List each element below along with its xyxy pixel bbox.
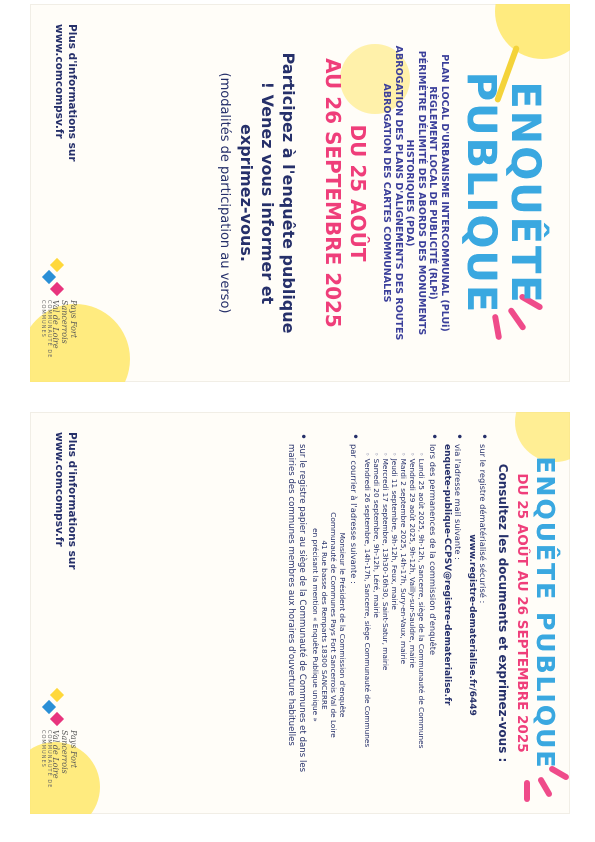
title: ENQUÊTE PUBLIQUE [531,456,560,770]
list-item-registre-papier [286,444,307,806]
more-info-url[interactable]: www.comcompsv.fr [53,432,65,547]
yellow-square-logo-mark [50,688,64,702]
yellow-square-logo-mark [50,258,64,272]
date-line1: DU 25 AOÛT [346,124,370,262]
permanence-item: ◦ Vendredi 29 août 2025, 9h-12h, Vailly-sur-Sauldre, mairie [409,452,418,806]
call-to-action-line2: ! Venez vous informer et [258,81,277,305]
permanence-item: ◦ Lundi 25 août 2025, 9h-12h, Sancerre, siège de la Communauté de Communes [418,452,427,806]
more-info-url[interactable]: www.comcompsv.fr [53,24,65,139]
postal-address [311,444,347,806]
list-item-registre [467,444,488,806]
logo-caption: COMMUNAUTÉ DE COMMUNES [40,300,52,359]
subject-cartes: ABROGATION DES CARTES COMMUNALES [381,83,393,303]
date-range: DU 25 AOÛT AU 26 SEPTEMBRE 2025 [514,473,530,753]
comcom-logo [40,254,100,364]
registre-papier-text: • sur le registre papier au siège de la Communauté de Communes et dans les mairies des communes membres aux horaires d'ouverture habituelles [286,444,307,773]
modalites-note: (modalités de participation au verso) [217,72,232,314]
list-item-permanences [364,444,439,806]
consult-heading: Consultez les documents et exprimez-vous : [496,463,510,763]
permanence-item: ◦ Jeudi 11 septembre, 9h-12h, Feux, mairie [391,452,400,806]
list-item-courrier [311,444,360,806]
subject-rlpi: RÈGLEMENT LOCAL DE PUBLICITÉ (RLPi) [427,86,439,300]
more-info-block [52,24,78,162]
title-line1: ENQUÊTE [502,81,548,305]
date-line2: AU 26 SEPTEMBRE 2025 [321,58,345,328]
address-line: en précisant la mention « Enquête Publique unique » [311,528,320,722]
courrier-text: • par courrier à l'adresse suivante : [349,444,360,584]
permanence-item: ◦ Mercredi 17 septembre, 13h30-16h30, Saint-Satur, mairie [382,452,391,806]
subject-alignements: ABROGATION DES PLANS D'ALIGNEMENTS DES ROUTES [393,45,404,341]
subject-plui: PLAN LOCAL D'URBANISME INTERCOMMUNAL (PLUi) [439,54,450,332]
subject-pda-line1: PÉRIMÈTRE DÉLIMITÉ DES ABORDS DES MONUMENTS [416,50,427,336]
blue-square-logo-mark [42,270,56,284]
permanence-item: ◦ Mardi 2 septembre 2025, 14h-17h, Sury-en-Vaux, mairie [400,452,409,806]
permanence-item: ◦ Vendredi 26 septembre, 14h-17h, Sancerre, siège Communauté de Communes [364,452,373,806]
flyer-back [30,412,570,814]
logo-caption: COMMUNAUTÉ DE COMMUNES [40,730,52,789]
more-info-block [52,432,78,570]
registre-link[interactable]: www.registre-dematerialise.fr/6449 [467,534,478,716]
flyer-back-canvas [30,412,570,814]
blue-square-logo-mark [42,700,56,714]
list-item-mail [442,444,463,806]
address-line: Communauté de Communes Pays Fort Sancerrois Val de Loire [329,512,338,738]
pink-square-logo-mark [50,282,64,296]
flyer-front [30,4,570,382]
subjects-block [381,4,450,382]
more-info-label: Plus d'informations sur [66,24,78,162]
address-line: Monsieur le Président de la Commission d'enquête [338,532,347,718]
logo-signature: Pays Fort Sancerrois Val de Loire [51,300,78,349]
permanence-item: ◦ Samedi 20 septembre, 9h-12h, Léré, mairie [373,452,382,806]
title-line2: PUBLIQUE [458,71,504,315]
permanences-text: • lors des permanences de la commission d'enquête [428,444,438,656]
more-info-label: Plus d'informations sur [66,432,78,570]
call-to-action-line1: Participez à l'enquête publique [279,52,298,334]
mail-text: • via l'adresse mail suivante : [453,444,463,560]
subject-pda-line2: HISTORIQUES (PDA) [404,139,416,247]
pink-square-logo-mark [50,712,64,726]
permanences-list [364,452,427,806]
address-line: 41 Rue basse des Remparts 18300 SANCERRE [320,540,329,710]
flyer-front-canvas [30,4,570,382]
mail-link[interactable]: enquete-publique-CCPSV@registre-dematerialise.fr [442,444,453,706]
registre-text: • sur le registre dématérialisé sécurisé : [478,444,488,604]
comcom-logo [40,684,100,794]
logo-signature: Pays Fort Sancerrois Val de Loire [51,730,78,779]
call-to-action-line3: exprimez-vous. [237,124,256,262]
participation-list [282,432,488,806]
